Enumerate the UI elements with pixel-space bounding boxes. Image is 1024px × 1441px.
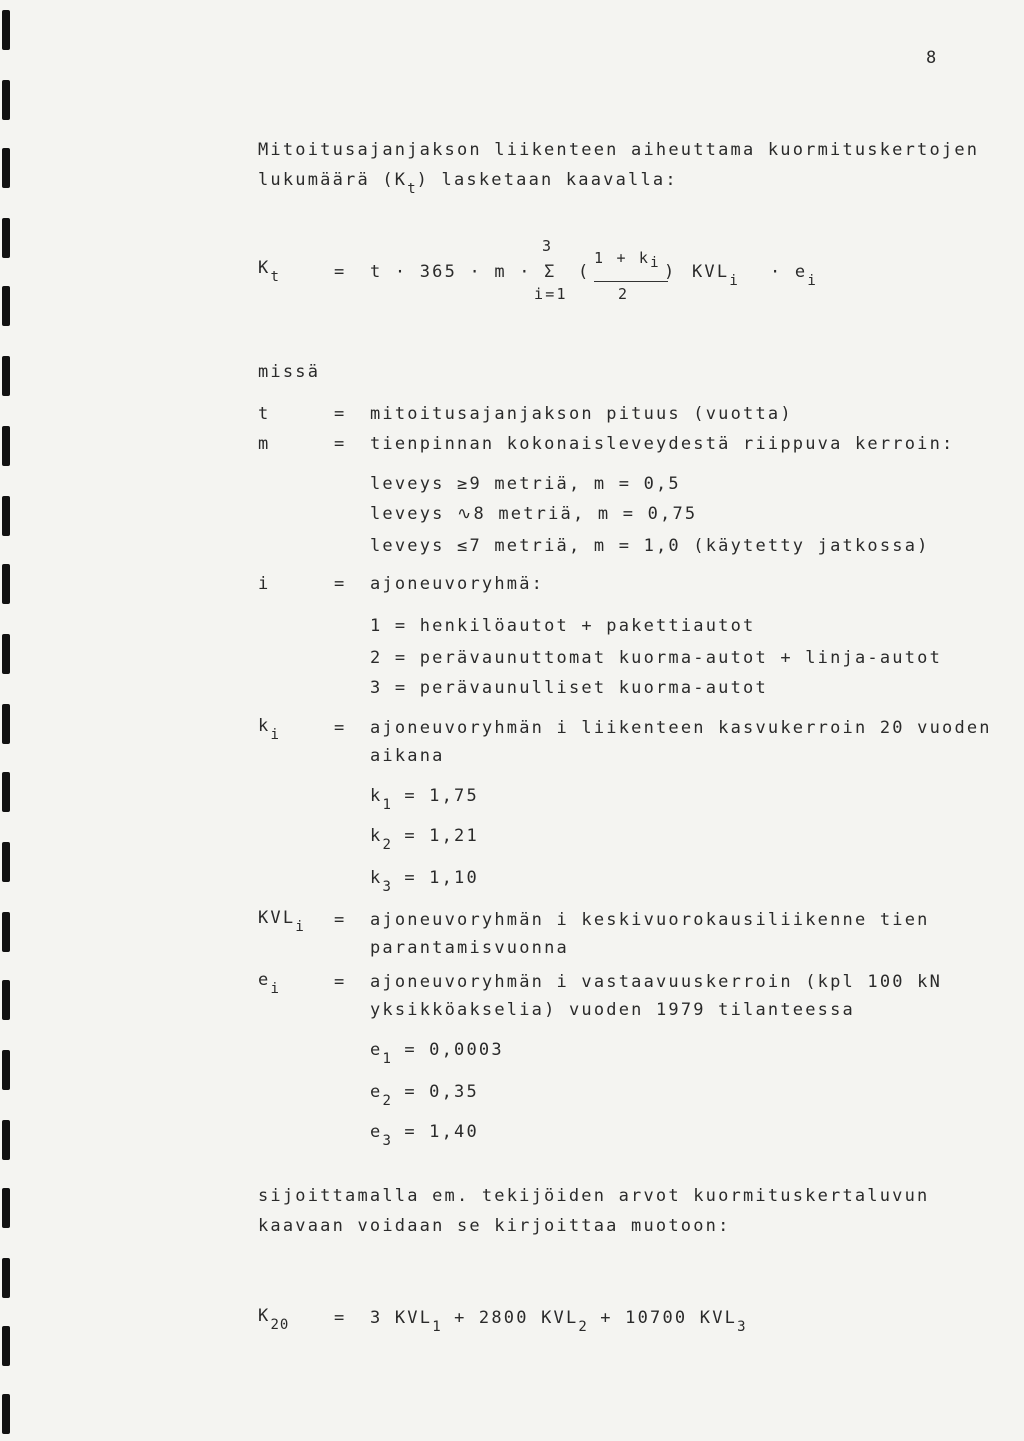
def-kvl-letters: KVL [258,908,296,928]
k-value [370,786,479,813]
def-k-symbol [258,716,280,743]
sum-upper-limit: 3 [542,237,554,255]
frac-open-paren: ( [578,262,591,282]
k-value-symbol: k [370,868,383,888]
binding-ring [2,704,10,744]
vehicle-group: 2 = perävaunuttomat kuorma-autot + linja-autot [370,648,943,668]
def-e-equals: = [334,972,347,992]
e-value-symbol: e [370,1040,383,1060]
sum-lower-limit: i=1 [534,285,568,303]
binding-ring [2,80,10,120]
binding-ring [2,772,10,812]
outro-line-2: kaavaan voidaan se kirjoittaa muotoon: [258,1216,731,1236]
binding-ring [2,10,10,50]
def-e-description-1: ajoneuvoryhmän i vastaavuuskerroin (kpl 100 kN [370,972,943,992]
e-value-number: = 0,0003 [404,1040,504,1060]
formula2-equals: = [334,1308,347,1328]
formula-lhs-symbol: K [258,258,271,278]
binding-ring [2,1326,10,1366]
vehicle-group: 3 = perävaunulliset kuorma-autot [370,678,768,698]
intro-text-end: ) lasketaan kaavalla: [416,170,678,190]
formula2-term-1-subscript: 1 [432,1319,442,1335]
frac-numerator-subscript: i [650,255,660,271]
intro-subscript: t [407,181,417,197]
formula-lhs [258,258,280,285]
binding-ring [2,218,10,258]
def-e-symbol [258,970,280,997]
outro-line-1: sijoittamalla em. tekijöiden arvot kuormituskertaluvun [258,1186,930,1206]
k-value-subscript: 3 [382,879,392,895]
intro-line-1: Mitoitusajanjakson liikenteen aiheuttama kuormituskertojen [258,140,980,160]
binding-ring [2,980,10,1020]
def-k-letter: k [258,716,271,736]
frac-numerator-text: 1 + k [594,249,651,267]
e-value-number: = 1,40 [404,1122,479,1142]
def-e-description-2: yksikköakselia) vuoden 1979 tilanteessa [370,1000,855,1020]
def-kvl-description-1: ajoneuvoryhmän i keskivuorokausiliikenne tien [370,910,930,930]
formula-kvl [692,262,739,289]
e-value-subscript: 1 [382,1051,392,1067]
formula2-lhs-subscript: 20 [270,1317,290,1333]
formula2-term-3-subscript: 3 [737,1319,747,1335]
definitions-heading: missä [258,362,321,382]
binding-ring [2,286,10,326]
fraction-bar [594,281,668,282]
binding-ring [2,564,10,604]
def-k-subscript: i [270,727,280,743]
formula-lhs-subscript: t [270,269,280,285]
formula2-lhs [258,1306,290,1333]
formula2-term-2-subscript: 2 [578,1319,588,1335]
def-k-equals: = [334,718,347,738]
formula2-lhs-symbol: K [258,1306,271,1326]
formula-equals: = [334,262,347,282]
binding-ring [2,912,10,952]
k-value [370,868,479,895]
m-case: leveys ≥9 metriä, m = 0,5 [370,474,681,494]
k-value [370,826,479,853]
formula-kvl-symbol: KVL [692,262,730,282]
def-kvl-description-2: parantamisvuonna [370,938,569,958]
frac-close-paren: ) [664,262,677,282]
binding-ring [2,1394,10,1434]
k-value-number: = 1,21 [404,826,479,846]
binding-ring [2,1258,10,1298]
def-m-symbol: m [258,434,271,454]
k-value-subscript: 1 [382,797,392,813]
def-kvl-symbol [258,908,305,935]
binding-ring [2,496,10,536]
k-value-number: = 1,75 [404,786,479,806]
intro-text: lukumäärä (K [258,170,408,190]
binding-ring [2,1188,10,1228]
def-k-description-1: ajoneuvoryhmän i liikenteen kasvukerroin 20 vuoden [370,718,992,738]
m-case: leveys ≤7 metriä, m = 1,0 (käytetty jatkossa) [370,536,930,556]
e-value-symbol: e [370,1122,383,1142]
frac-numerator [594,248,660,269]
def-e-subscript: i [270,981,280,997]
e-value [370,1122,479,1149]
formula2-term-2: + 2800 KVL [454,1308,579,1328]
e-value [370,1040,504,1067]
k-value-number: = 1,10 [404,868,479,888]
def-i-equals: = [334,574,347,594]
binding-ring [2,1120,10,1160]
def-t-symbol: t [258,404,271,424]
e-value-subscript: 3 [382,1133,392,1149]
binding-ring [2,356,10,396]
def-kvl-equals: = [334,910,347,930]
binding-ring [2,1050,10,1090]
intro-line-2 [258,170,678,197]
formula2-terms [370,1308,747,1335]
e-value-symbol: e [370,1082,383,1102]
def-i-symbol: i [258,574,271,594]
def-kvl-subscript: i [295,919,305,935]
binding-ring [2,426,10,466]
page-number: 8 [926,48,939,68]
def-t-equals: = [334,404,347,424]
formula-body: t · 365 · m · Σ [370,262,557,282]
e-value-number: = 0,35 [404,1082,479,1102]
formula-kvl-subscript: i [729,273,739,289]
formula2-term-1: 3 KVL [370,1308,433,1328]
k-value-subscript: 2 [382,837,392,853]
m-case: leveys ∿8 metriä, m = 0,75 [370,504,698,524]
def-i-description: ajoneuvoryhmä: [370,574,545,594]
formula-e [770,262,817,289]
def-k-description-2: aikana [370,746,445,766]
k-value-symbol: k [370,826,383,846]
e-value-subscript: 2 [382,1093,392,1109]
binding-ring [2,634,10,674]
vehicle-group: 1 = henkilöautot + pakettiautot [370,616,756,636]
formula-e-subscript: i [807,273,817,289]
def-e-letter: e [258,970,271,990]
formula-e-symbol: · e [770,262,808,282]
binding-ring [2,842,10,882]
e-value [370,1082,479,1109]
binding-ring [2,148,10,188]
k-value-symbol: k [370,786,383,806]
def-t-description: mitoitusajanjakson pituus (vuotta) [370,404,793,424]
frac-denominator: 2 [618,285,630,303]
def-m-equals: = [334,434,347,454]
formula2-term-3: + 10700 KVL [600,1308,738,1328]
binding-strip [0,0,14,1441]
def-m-description: tienpinnan kokonaisleveydestä riippuva kerroin: [370,434,955,454]
